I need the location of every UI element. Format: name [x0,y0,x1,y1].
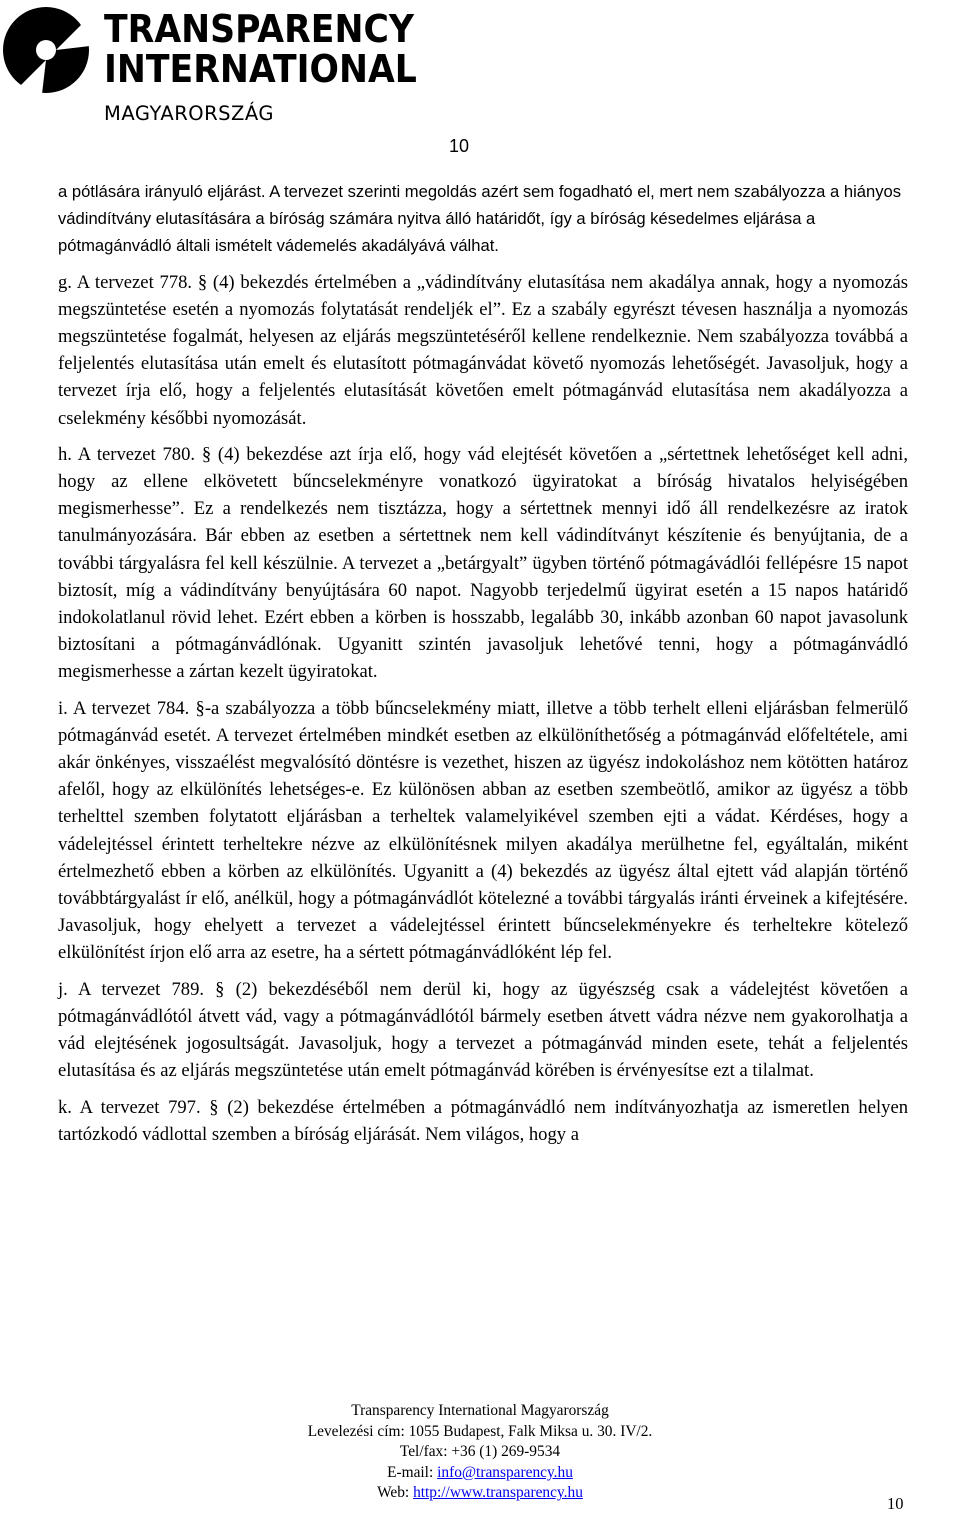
paragraph: i. A tervezet 784. §-a szabályozza a több bűncselekmény miatt, illetve a több terhelt elleni eljárásban felmerülő pótmagánvád esetét. A tervezet értelmében mindkét esetben az elkülöníthetőség a pótmagánvád előfeltétele, ami akár önkényes, visszaélést megvalósító döntésre is vezethet, hiszen az ügyész indokoláshoz nem kötötten határoz afelől, hogy az elkülönítés lehetséges-e. Ez különösen abban az esetben szembeötlő, amikor az ügyész a több terhelttel szemben folytatott eljárásban a terheltek valamelyikével szemben ejti a vádat. Kérdéses, hogy a vádelejtéssel érintett terheltekre nézve az elkülönítésnek milyen akadálya merülhetne fel, egyáltalán, miként értelmezhető ebben a körben az elkülönítés. Ugyanitt a (4) bekezdés az ügyész által ejtett vád alapján történő továbbtárgyalást ír elő, anélkül, hogy a pótmagánvádlót kötelezné a további tárgyalás iránti érveinek a kifejtésére. Javasoljuk, hogy ehelyett a tervezet a vádelejtéssel érintett bűncselekményekre és terheltekre kötelező elkülönítést írjon elő arra az esetre, ha a sértett pótmagánvádlóként lép fel. [58,697,908,964]
paragraph: j. A tervezet 789. § (2) bekezdéséből nem derül ki, hogy az ügyészség csak a vádelejtést követően a pótmagánvádlótól átvett vád, vagy a pótmagánvádlótól bármely esetben átvett vádra nézve nem gyakorolhatja a vád elejtésének jogosultságát. Javasoljuk, hogy a tervezet a pótmagánvád minden esete, tehát a feljelentés elutasítása és az eljárás megszüntetése után emelt pótmagánvád körében is érvényesítse ezt a tilalmat. [58,978,908,1082]
footer-web-label: Web: [377,1484,414,1502]
page-number-header: 10 [449,136,470,156]
transparency-international-logo [0,4,470,130]
footer-address: Levelezési cím: 1055 Budapest, Falk Miksa u. 30. IV/2. [307,1422,653,1440]
ti-emblem-icon [2,6,90,94]
paragraph: g. A tervezet 778. § (4) bekezdés értelmében a „vádindítvány elutasítása nem akadálya annak, hogy a nyomozás megszüntetése esetén a nyomozás folytatását rendeljék el”. Ez a szabály egyrészt tévesen használja a nyomozás megszüntetése fogalmát, helyesen az eljárás megszüntetéséről kellene rendelkeznie. Nem szabályozza továbbá a feljelentés elutasítása után emelt és elutasított pótmagánvádat követő nyomozás lehetőségét. Javasoljuk, hogy a tervezet írja elő, hogy a feljelentés elutasítását követően emelt pótmagánvád elutasítása nem akadályozza a cselekmény későbbi nyomozását. [58,271,908,429]
page-footer [0,1401,960,1504]
paragraph: h. A tervezet 780. § (4) bekezdése azt írja elő, hogy vád elejtését követően a „sértettnek lehetőséget kell adni, hogy az ellene elkövetett bűncselekményre vonatkozó ügyiratokat a bíróság hivatalos helyiségében megismerhesse”. Ez a rendelkezés nem tisztázza, hogy a sértettnek mennyi idő áll rendelkezésre az iratok tanulmányozására. Bár ebben az esetben a sértettnek nem kell vádindítványt készítenie és benyújtania, de a további tárgyalásra fel kell készülnie. A tervezet a „betárgyalt” ügyben történő pótmagávádlói fellépésre 15 napot biztosít, míg a vádindítvány benyújtására 60 napot. Nagyobb terjedelmű ügyirat esetén a 15 napos határidő indokolatlanul rövid lehet. Ezért ebben a körben is hosszabb, legalább 30, inkább azonban 60 napot javasolunk biztosítani a pótmagánvádlónak. Ugyanitt szintén javasoljuk lehetővé tenni, hogy a pótmagánvádló megismerhesse a zártan kezelt ügyiratokat. [58,443,908,683]
footer-web-line [0,1483,960,1504]
footer-email-line [0,1463,960,1484]
paragraph: k. A tervezet 797. § (2) bekezdése értelmében a pótmagánvádló nem indítványozhatja az ismeretlen helyen tartózkodó vádlottal szemben a bíróság eljárását. Nem világos, hogy a [58,1096,908,1145]
website-link[interactable]: http://www.transparency.hu [413,1484,583,1502]
logo-wordmark [104,7,417,92]
page-number-footer: 10 [887,1494,904,1513]
footer-phone: Tel/fax: +36 (1) 269-9534 [399,1443,561,1461]
document-body [58,178,908,1157]
footer-email-label: E-mail: [387,1463,438,1481]
logo-line-1: TRANSPARENCY [104,7,414,52]
paragraph: a pótlására irányuló eljárást. A tervezet szerinti megoldás azért sem fogadható el, mert nem szabályozza a hiányos vádindítvány elutasítására a bíróság számára nyitva álló határidőt, így a bíróság késedelmes eljárása a pótmagánvádló általi ismételt vádemelés akadályává válhat. [58,182,902,256]
logo-line-2: INTERNATIONAL [104,47,417,92]
footer-org: Transparency International Magyarország [351,1402,609,1419]
email-link[interactable]: info@transparency.hu [437,1463,573,1481]
logo-country: MAGYARORSZÁG [104,102,274,125]
